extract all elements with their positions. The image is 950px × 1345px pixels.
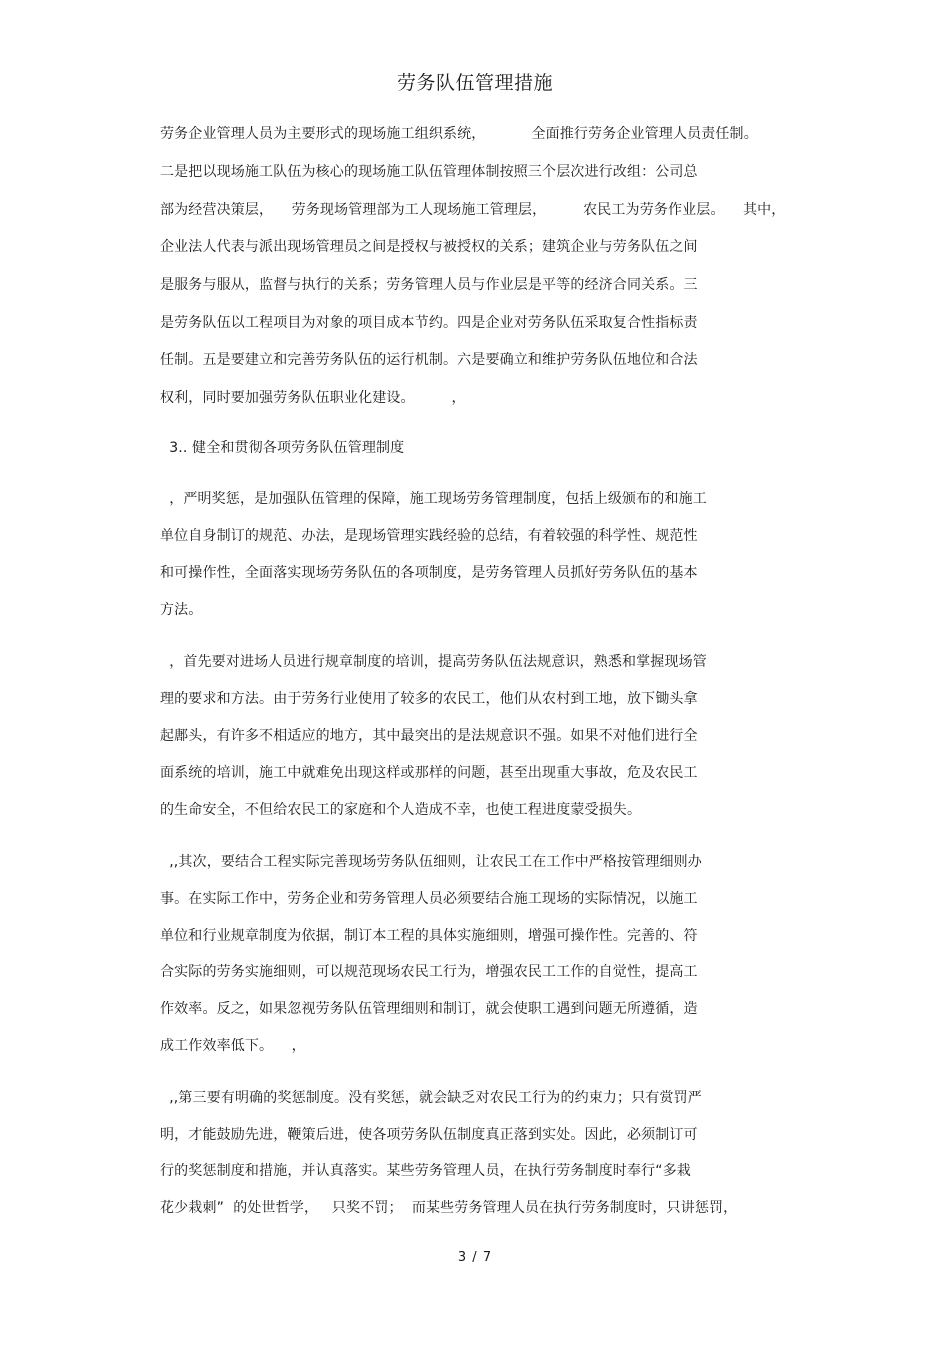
- text-line: 部为经营决策层， 劳务现场管理部为工人现场施工管理层， 农民工为劳务作业层。 其中，: [160, 202, 786, 218]
- text-line: 合实际的劳务实施细则，可以规范现场农民工行为，增强农民工工作的自觉性，提高工: [160, 964, 698, 980]
- text-line: 起鄌头，有许多不相适应的地方，其中最突出的是法规意识不强。如果不对他们进行全: [160, 728, 698, 744]
- text-line: 是服务与服从，监督与执行的关系；劳务管理人员与作业层是平等的经济合同关系。三: [160, 277, 698, 293]
- text-line: 事。在实际工作中，劳务企业和劳务管理人员必须要结合施工现场的实际情况，以施工: [160, 891, 698, 907]
- text-line: 企业法人代表与派出现场管理员之间是授权与被授权的关系；建筑企业与劳务队伍之间: [160, 239, 698, 255]
- text-line: 行的奖惩制度和措施，并认真落实。某些劳务管理人员，在执行劳务制度时奉行“多栽: [160, 1163, 691, 1179]
- section-heading: 3.. 健全和贯彻各项劳务队伍管理制度: [160, 440, 405, 456]
- text-line: ，严明奖惩，是加强队伍管理的保障，施工现场劳务管理制度，包括上级颁布的和施工: [160, 491, 707, 507]
- text-line: 作效率。反之，如果忽视劳务队伍管理细则和制订，就会使职工遇到问题无所遵循，造: [160, 1001, 698, 1017]
- text-line: 理的要求和方法。由于劳务行业使用了较多的农民工，他们从农村到工地，放下锄头拿: [160, 691, 698, 707]
- text-line: 权利，同时要加强劳务队伍职业化建设。 ，: [160, 390, 466, 406]
- text-line: 明，才能鼓励先进，鞭策后进，使各项劳务队伍制度真正落到实处。因此，必须制订可: [160, 1127, 698, 1143]
- text-line: 是劳务队伍以工程项目为对象的项目成本节约。四是企业对劳务队伍采取复合性指标责: [160, 315, 698, 331]
- text-line: 二是把以现场施工队伍为核心的现场施工队伍管理体制按照三个层次进行改组：公司总: [160, 164, 698, 180]
- text-line: ，首先要对进场人员进行规章制度的培训，提高劳务队伍法规意识，熟悉和掌握现场管: [160, 654, 707, 670]
- text-line: 花少栽刺” 的处世哲学， 只奖不罚； 而某些劳务管理人员在执行劳务制度时，只讲惩罚，: [160, 1200, 738, 1216]
- text-line: ,,其次，要结合工程实际完善现场劳务队伍细则，让农民工在工作中严格按管理细则办: [160, 854, 702, 870]
- text-line: 面系统的培训，施工中就难免出现这样或那样的问题，甚至出现重大事故，危及农民工: [160, 765, 698, 781]
- text-line: 成工作效率低下。 ，: [160, 1038, 306, 1054]
- text-line: 的生命安全，不但给农民工的家庭和个人造成不幸，也使工程进度蒙受损失。: [160, 802, 642, 818]
- page-number: 3 / 7: [457, 1250, 493, 1265]
- text-line: 单位自身制订的规范、办法，是现场管理实践经验的总结，有着较强的科学性、规范性: [160, 528, 698, 544]
- document-title: 劳务队伍管理措施: [396, 72, 553, 94]
- text-line: 方法。: [160, 602, 203, 618]
- text-line: 和可操作性，全面落实现场劳务队伍的各项制度，是劳务管理人员抓好劳务队伍的基本: [160, 565, 698, 581]
- text-line: ,,第三要有明确的奖惩制度。没有奖惩，就会缺乏对农民工行为的约束力；只有赏罚严: [160, 1090, 702, 1106]
- text-line: 劳务企业管理人员为主要形式的现场施工组织系统， 全面推行劳务企业管理人员责任制。: [160, 126, 758, 142]
- text-line: 任制。五是要建立和完善劳务队伍的运行机制。六是要确立和维护劳务队伍地位和合法: [160, 352, 698, 368]
- text-line: 单位和行业规章制度为依据，制订本工程的具体实施细则，增强可操作性。完善的、符: [160, 928, 698, 944]
